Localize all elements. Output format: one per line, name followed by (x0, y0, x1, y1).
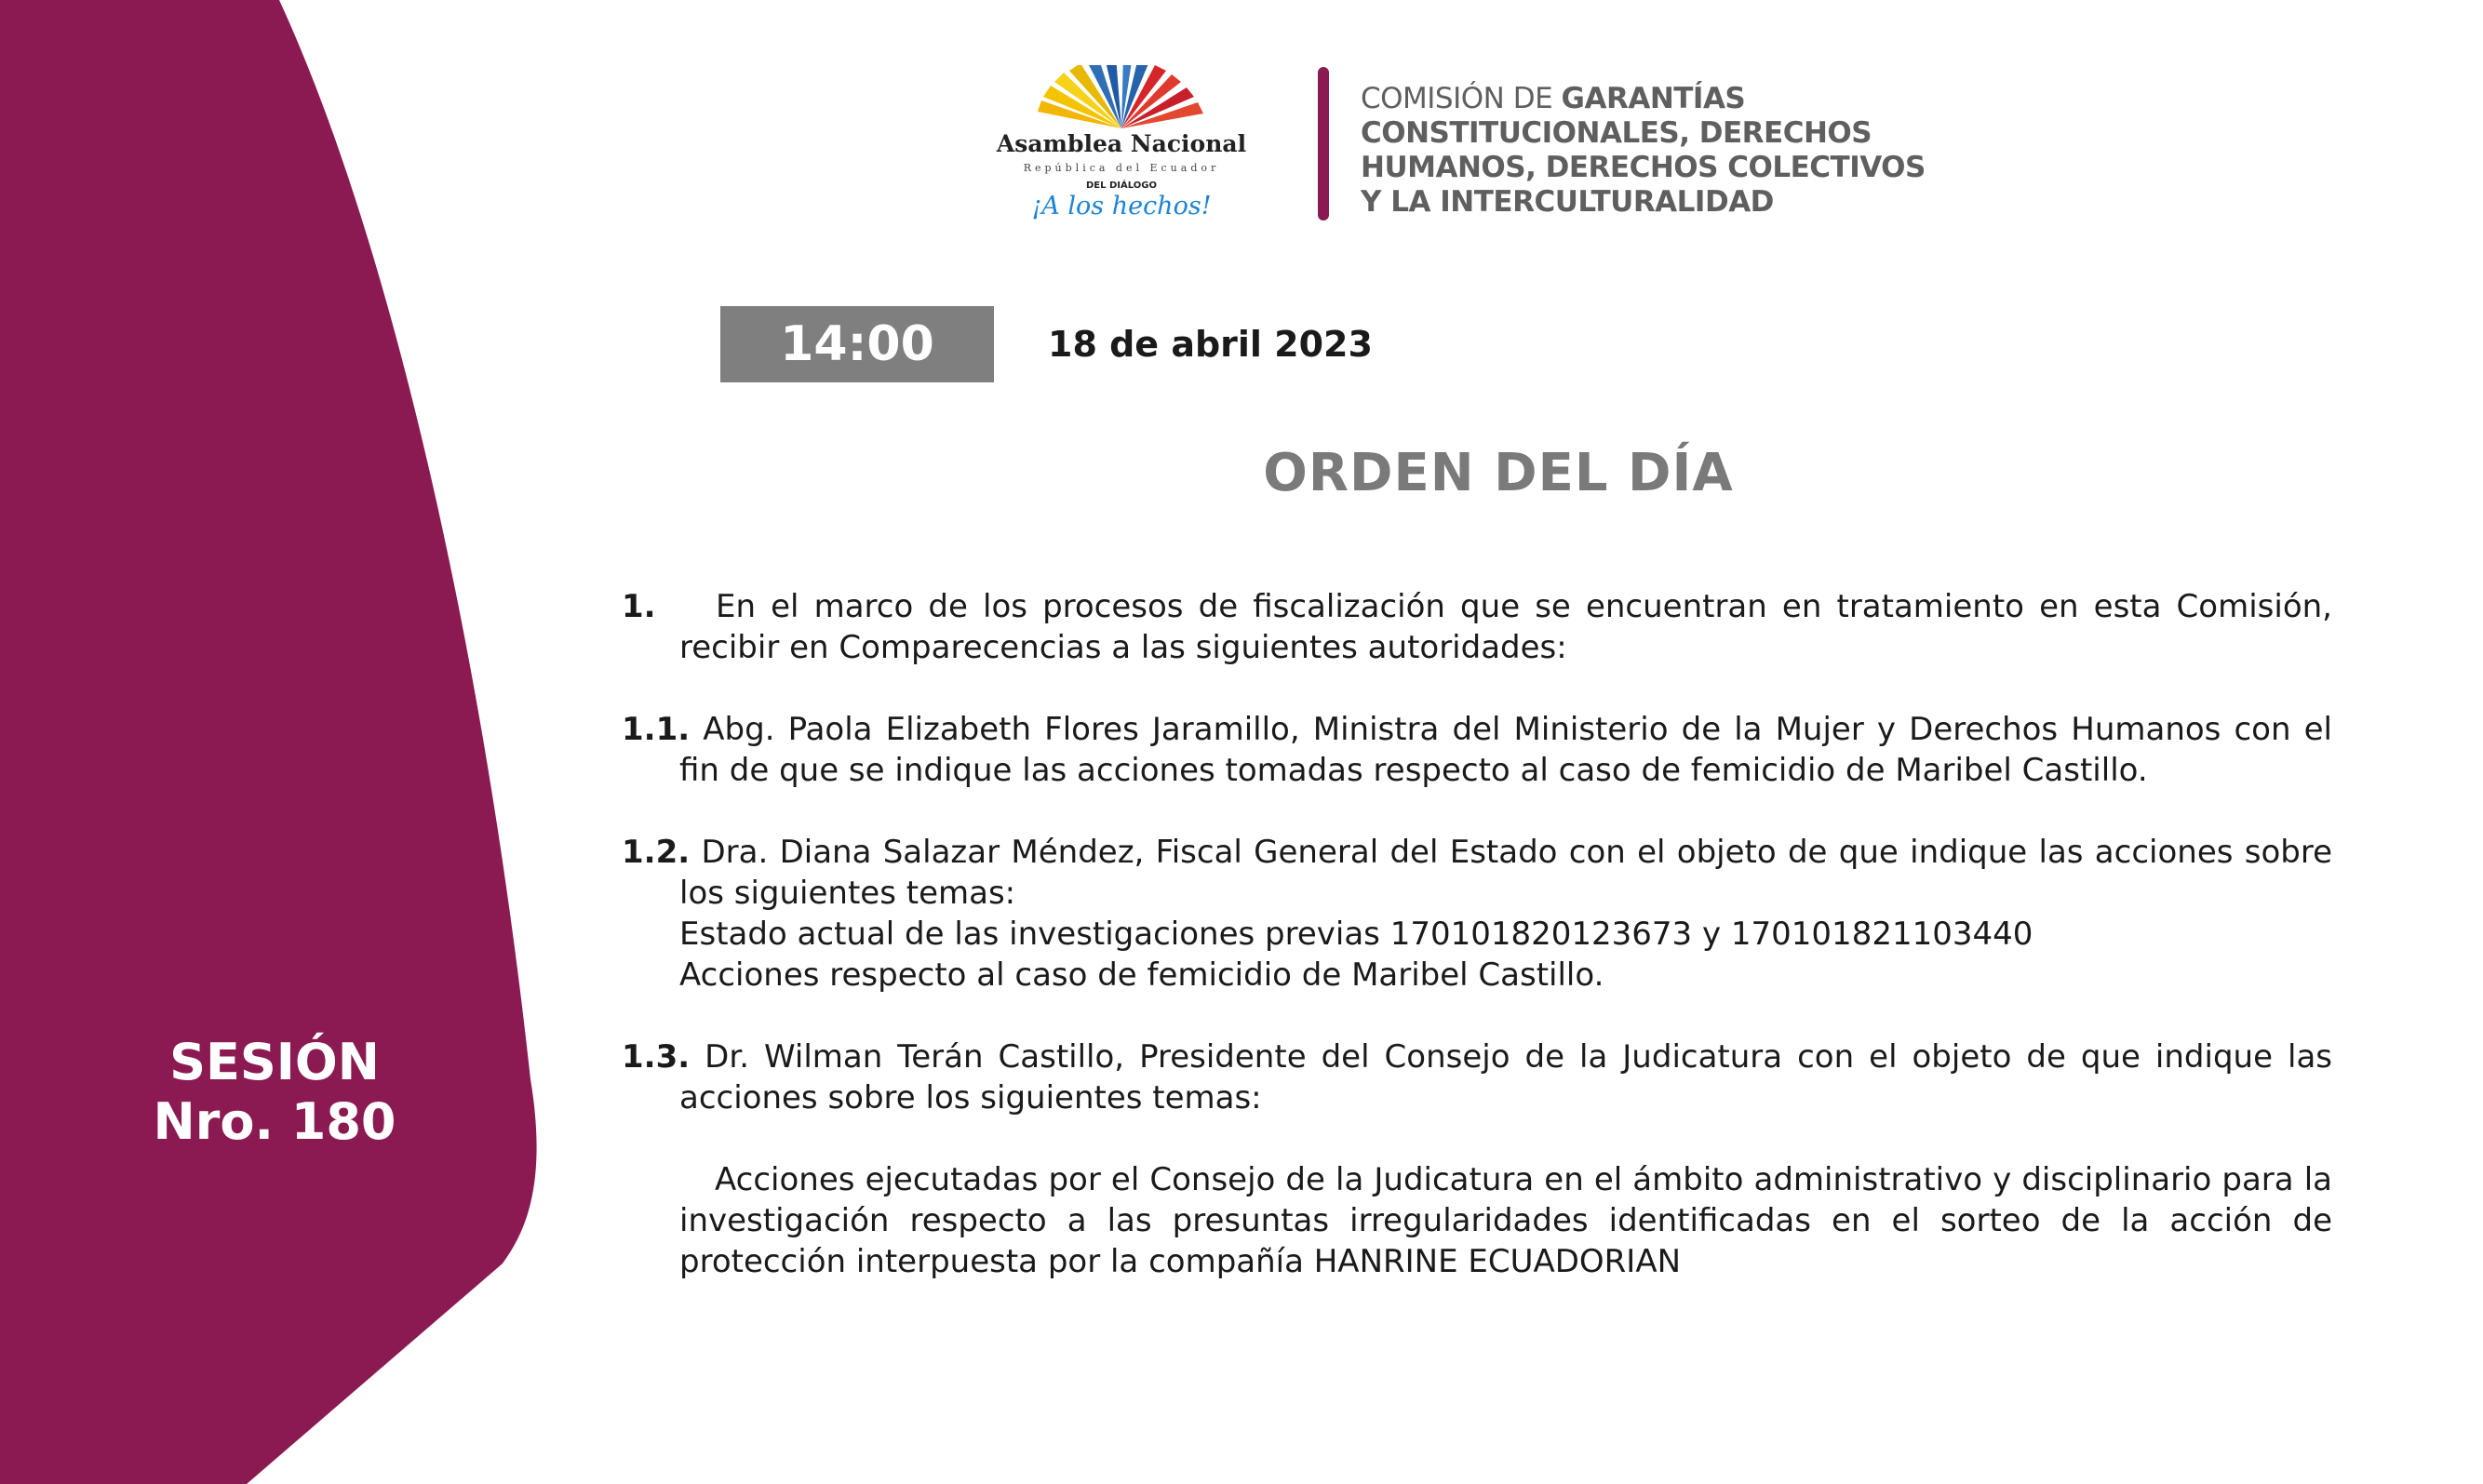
agenda-item (622, 709, 2332, 791)
commission-line1: GARANTÍAS (1561, 82, 1746, 115)
commission-line4: Y LA INTERCULTURALIDAD (1361, 185, 1774, 219)
page-title: ORDEN DEL DÍA (1263, 443, 1734, 503)
agenda-subline: Estado actual de las investigaciones previas 170101820123673 y 170101821103440 (679, 916, 2033, 953)
session-time: 14:00 (720, 306, 994, 382)
sunburst-emblem-icon (982, 65, 1261, 140)
agenda-item-text: Abg. Paola Elizabeth Flores Jaramillo, Ministra del Ministerio de la Mujer y Derechos Humanos con el fin de que se indique las acciones tomadas respecto al caso de femicidio de Maribel Castillo. (679, 711, 2333, 789)
session-number: Nro. 180 (153, 1092, 396, 1151)
agenda-list (622, 586, 2332, 1323)
agenda-subline: Acciones respecto al caso de femicidio de Maribel Castillo. (679, 956, 1604, 994)
asamblea-logo (982, 65, 1261, 233)
agenda-item-number: 1.2. (622, 834, 691, 871)
agenda-item-number: 1.3. (622, 1038, 691, 1076)
agenda-item (622, 832, 2332, 996)
logo-name: Asamblea Nacional (996, 130, 1247, 157)
agenda-subparagraph: Acciones ejecutadas por el Consejo de la Judicatura en el ámbito administrativo y disciplinario para la investigación respecto a las presuntas irregularidades identificadas en el sorteo de la acción de protección interpuesta por la compañía HANRINE ECUADORIAN (679, 1161, 2332, 1280)
header-divider (1318, 67, 1329, 221)
logo-small-text: DEL DIÁLOGO (1086, 180, 1157, 191)
logo-subtitle: República del Ecuador (1023, 162, 1220, 174)
agenda-item-text: En el marco de los procesos de fiscalización que se encuentran en tratamiento en esta Comisión, recibir en Comparecencias a las siguientes autoridades: (679, 588, 2332, 666)
agenda-item-number: 1.1. (622, 711, 691, 748)
session-title: SESIÓN (169, 1033, 380, 1091)
logo-motto: ¡A los hechos! (1031, 192, 1212, 221)
session-label (84, 1033, 465, 1152)
agenda-item (622, 586, 2332, 668)
commission-line3: HUMANOS, DERECHOS COLECTIVOS (1361, 151, 1926, 184)
commission-name (1361, 82, 1975, 220)
agenda-item-text: Dra. Diana Salazar Méndez, Fiscal General del Estado con el objeto de que indique las acciones sobre los siguientes temas: (679, 834, 2332, 912)
agenda-item-text: Dr. Wilman Terán Castillo, Presidente del Consejo de la Judicatura con el objeto de que indique las acciones sobre los siguientes temas: (679, 1038, 2332, 1116)
agenda-item-number: 1. (622, 588, 656, 625)
agenda-item (622, 1036, 2332, 1282)
session-date: 18 de abril 2023 (1048, 324, 1373, 365)
commission-prefix: COMISIÓN DE (1361, 82, 1562, 115)
commission-line2: CONSTITUCIONALES, DERECHOS (1361, 116, 1872, 150)
